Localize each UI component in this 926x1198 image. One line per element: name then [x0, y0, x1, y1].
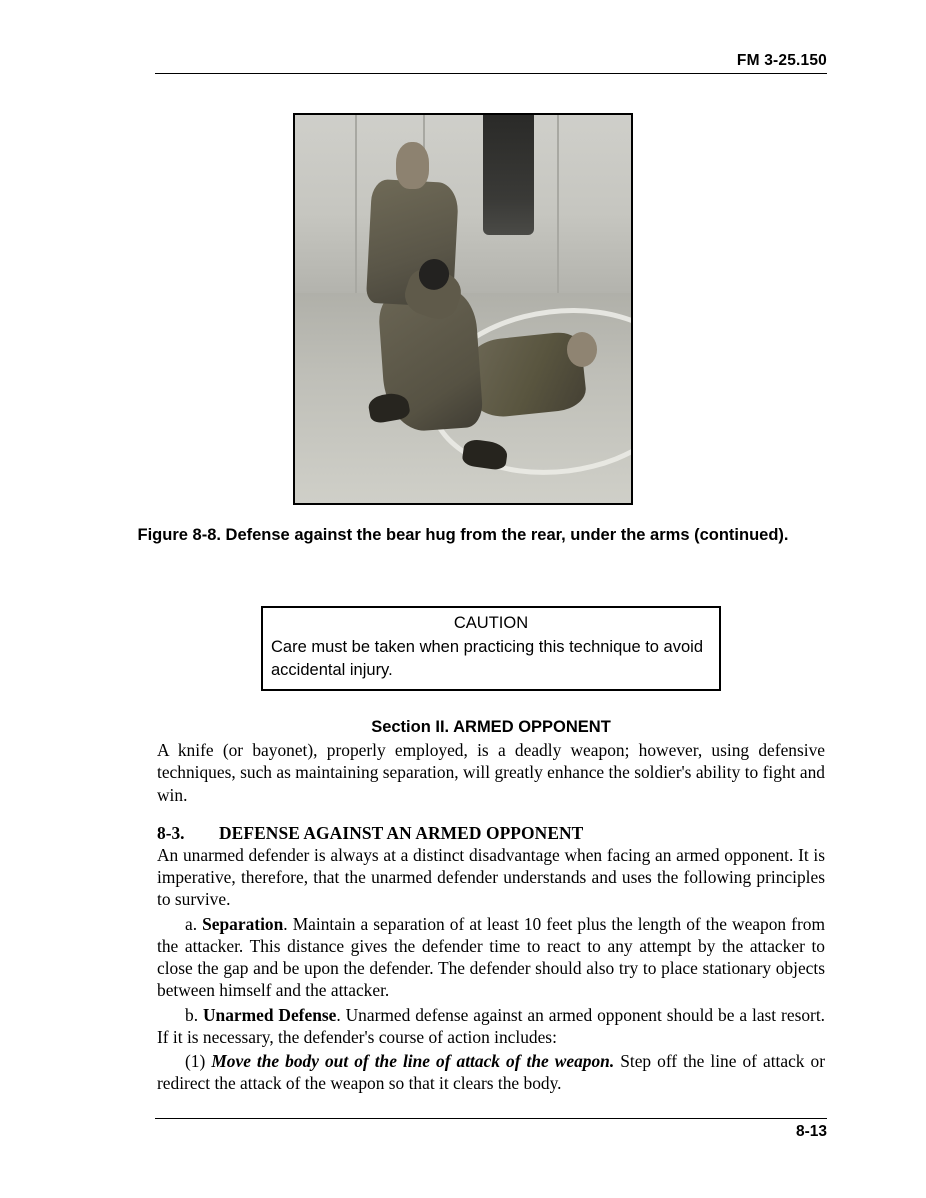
page-content: [157, 718, 825, 1097]
figure-block: [0, 113, 926, 547]
paragraph-heading: [157, 823, 825, 844]
section-heading: Section II. ARMED OPPONENT: [371, 718, 611, 736]
subparagraph-b-term: Unarmed Defense: [202, 1004, 337, 1025]
subitem-1: [157, 1050, 825, 1095]
subparagraph-a-term: Separation: [202, 913, 284, 934]
paragraph-intro: An unarmed defender is always at a distinct disadvantage when facing an armed opponent. It is imperative, therefore, that the unarmed defender understands and uses the following principles to survive.: [157, 844, 825, 910]
photo-wall: [295, 115, 631, 293]
header-rule: [155, 73, 827, 74]
subitem-1-label: (1): [185, 1051, 206, 1072]
caution-box: [261, 606, 721, 691]
page-footer: [155, 1118, 827, 1141]
paragraph-number: 8-3.: [157, 822, 185, 843]
page-number: 8-13: [795, 1123, 827, 1140]
photo-wall-seam: [557, 115, 559, 293]
subitem-1-text: Step off the line of attack or redirect the attack of the weapon so that it clears the body.: [157, 1051, 825, 1094]
paragraph-title: DEFENSE AGAINST AN ARMED OPPONENT: [219, 822, 584, 843]
caution-text: Care must be taken when practicing this technique to avoid accidental injury.: [271, 638, 703, 679]
section-intro-paragraph: A knife (or bayonet), properly employed, is a deadly weapon; however, using defensive techniques, such as maintaining separation, will greatly enhance the soldier's ability to fight and win.: [157, 740, 825, 805]
photo-wall-seam: [355, 115, 357, 293]
subparagraph-a-text: . Maintain a separation of at least 10 feet plus the length of the weapon from the attacker. This distance gives the defender time to react to any attempt by the attacker to close the gap and be upon the defender. The defender should also try to place stationary objects between himself and the attacker.: [157, 913, 825, 1001]
figure-caption: Figure 8-8. Defense against the bear hug from the rear, under the arms (continued).: [137, 526, 789, 544]
page-header: [155, 52, 827, 74]
subparagraph-b-text: . Unarmed defense against an armed opponent should be a last resort. If it is necessary, the defender's course of action includes:: [157, 1004, 825, 1047]
photo-hanging-bag: [483, 115, 533, 235]
manual-id: FM 3-25.150: [736, 52, 827, 69]
subitem-1-term: Move the body out of the line of attack of the weapon.: [211, 1051, 615, 1072]
figure-photo: [293, 113, 633, 505]
caution-title: CAUTION: [453, 614, 529, 632]
subparagraph-a: [157, 913, 825, 1002]
subparagraph-b: [157, 1004, 825, 1049]
subparagraph-a-label: a.: [185, 913, 198, 934]
subparagraph-b-label: b.: [185, 1004, 199, 1025]
photo-defender-head: [396, 142, 430, 189]
